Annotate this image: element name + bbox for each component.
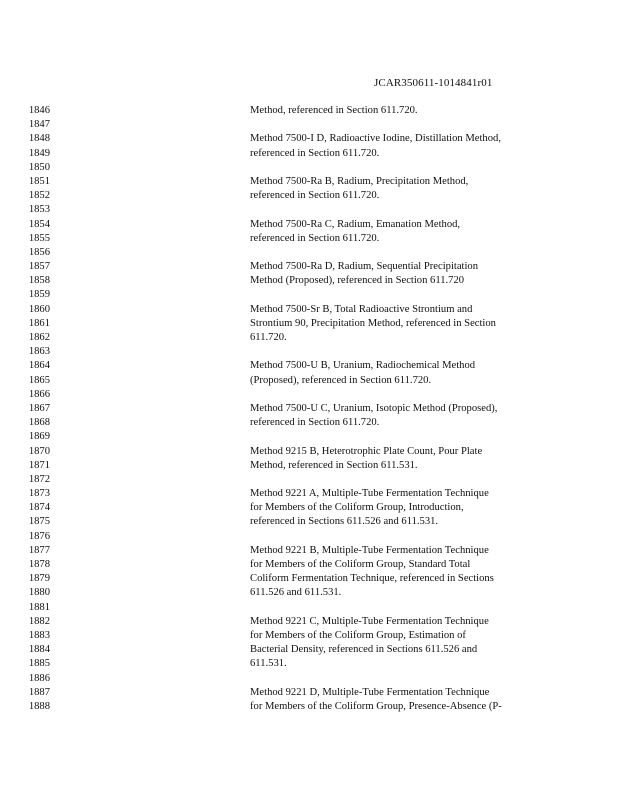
line-number: 1882 [28,615,50,627]
line-number: 1880 [28,587,50,599]
line-number: 1871 [28,459,50,471]
line-number: 1888 [28,700,50,712]
line-number: 1860 [28,303,50,315]
line-number: 1864 [28,360,50,372]
line-number: 1887 [28,686,50,698]
text-line [250,672,550,686]
text-line: Method 9215 B, Heterotrophic Plate Count, Pour Plate [250,445,483,457]
text-line: for Members of the Coliform Group, Presence-Absence (P- [250,700,502,712]
line-number: 1869 [28,431,50,443]
text-line: referenced in Section 611.720. [250,190,380,202]
line-number: 1872 [28,473,50,485]
line-number: 1861 [28,317,50,329]
line-number: 1847 [28,119,50,131]
text-line: 611.526 and 611.531. [250,587,342,599]
text-line [250,388,550,402]
line-number: 1854 [28,218,50,230]
text-line [250,601,550,615]
text-line [250,345,550,359]
text-line [250,430,550,444]
line-number-column [0,104,50,714]
line-number: 1866 [28,388,50,400]
text-line: Method 7500-I D, Radioactive Iodine, Distillation Method, [250,133,501,145]
text-line: 611.720. [250,332,287,343]
line-number: 1879 [28,573,50,585]
text-line: Method 7500-Ra C, Radium, Emanation Method, [250,218,461,230]
line-number: 1855 [28,232,50,244]
line-number: 1874 [28,502,50,514]
text-line [250,118,550,132]
text-line: (Proposed), referenced in Section 611.720. [250,374,432,386]
text-line: for Members of the Coliform Group, Standard Total [250,559,471,570]
line-number: 1859 [28,289,50,301]
line-number: 1852 [28,190,50,202]
body-text-column [250,104,550,714]
line-number: 1868 [28,417,50,429]
line-number: 1865 [28,374,50,386]
text-line: referenced in Section 611.720. [250,147,380,159]
text-line: for Members of the Coliform Group, Estimation of [250,629,466,641]
line-number: 1876 [28,530,50,542]
text-line: Method (Proposed), referenced in Section 611.720 [250,275,465,287]
line-number: 1850 [28,161,50,173]
line-number: 1858 [28,275,50,287]
text-line [250,203,550,217]
line-number: 1875 [28,516,50,528]
text-line: Method 7500-U C, Uranium, Isotopic Method (Proposed), [250,402,498,414]
line-number: 1884 [28,644,50,656]
text-line: Strontium 90, Precipitation Method, referenced in Section [250,317,496,329]
text-line: Method 9221 C, Multiple-Tube Fermentation Technique [250,615,489,627]
text-line: Method, referenced in Section 611.720. [250,105,418,116]
line-number: 1851 [28,175,50,187]
line-number: 1873 [28,488,50,500]
line-number: 1870 [28,445,50,457]
line-number: 1881 [28,601,50,613]
text-line: Method 7500-Sr B, Total Radioactive Strontium and [250,303,473,315]
document-id-header: JCAR350611-1014841r01 [374,77,493,89]
text-line: Method 9221 D, Multiple-Tube Fermentation Technique [250,686,490,698]
line-number: 1885 [28,658,50,670]
text-line: Method 9221 B, Multiple-Tube Fermentation Technique [250,544,489,556]
text-line: Method 9221 A, Multiple-Tube Fermentation Technique [250,488,489,500]
line-number: 1848 [28,133,50,145]
line-number: 1857 [28,261,50,273]
line-number: 1883 [28,629,50,641]
text-line: Method 7500-Ra D, Radium, Sequential Precipitation [250,261,479,273]
text-line: Coliform Fermentation Technique, referenced in Sections [250,573,494,585]
text-line [250,288,550,302]
text-line [250,530,550,544]
line-number: 1862 [28,332,50,343]
text-line: referenced in Section 611.720. [250,417,380,429]
line-number: 1863 [28,346,50,358]
text-line: referenced in Section 611.720. [250,232,380,244]
line-number: 1886 [28,672,50,684]
line-number: 1849 [28,147,50,159]
text-line: Bacterial Density, referenced in Sections 611.526 and [250,644,478,656]
text-line: for Members of the Coliform Group, Introduction, [250,502,464,514]
text-line: Method 7500-U B, Uranium, Radiochemical Method [250,360,476,372]
line-number: 1878 [28,559,50,570]
text-line: Method 7500-Ra B, Radium, Precipitation Method, [250,175,469,187]
text-line [250,161,550,175]
line-number: 1853 [28,204,50,216]
text-line [250,246,550,260]
text-line: Method, referenced in Section 611.531. [250,459,418,471]
text-line [250,473,550,487]
text-line: 611.531. [250,658,287,670]
line-number: 1856 [28,246,50,258]
line-number: 1877 [28,544,50,556]
line-number: 1867 [28,402,50,414]
text-line: referenced in Sections 611.526 and 611.531. [250,516,439,528]
line-number: 1846 [28,105,50,116]
